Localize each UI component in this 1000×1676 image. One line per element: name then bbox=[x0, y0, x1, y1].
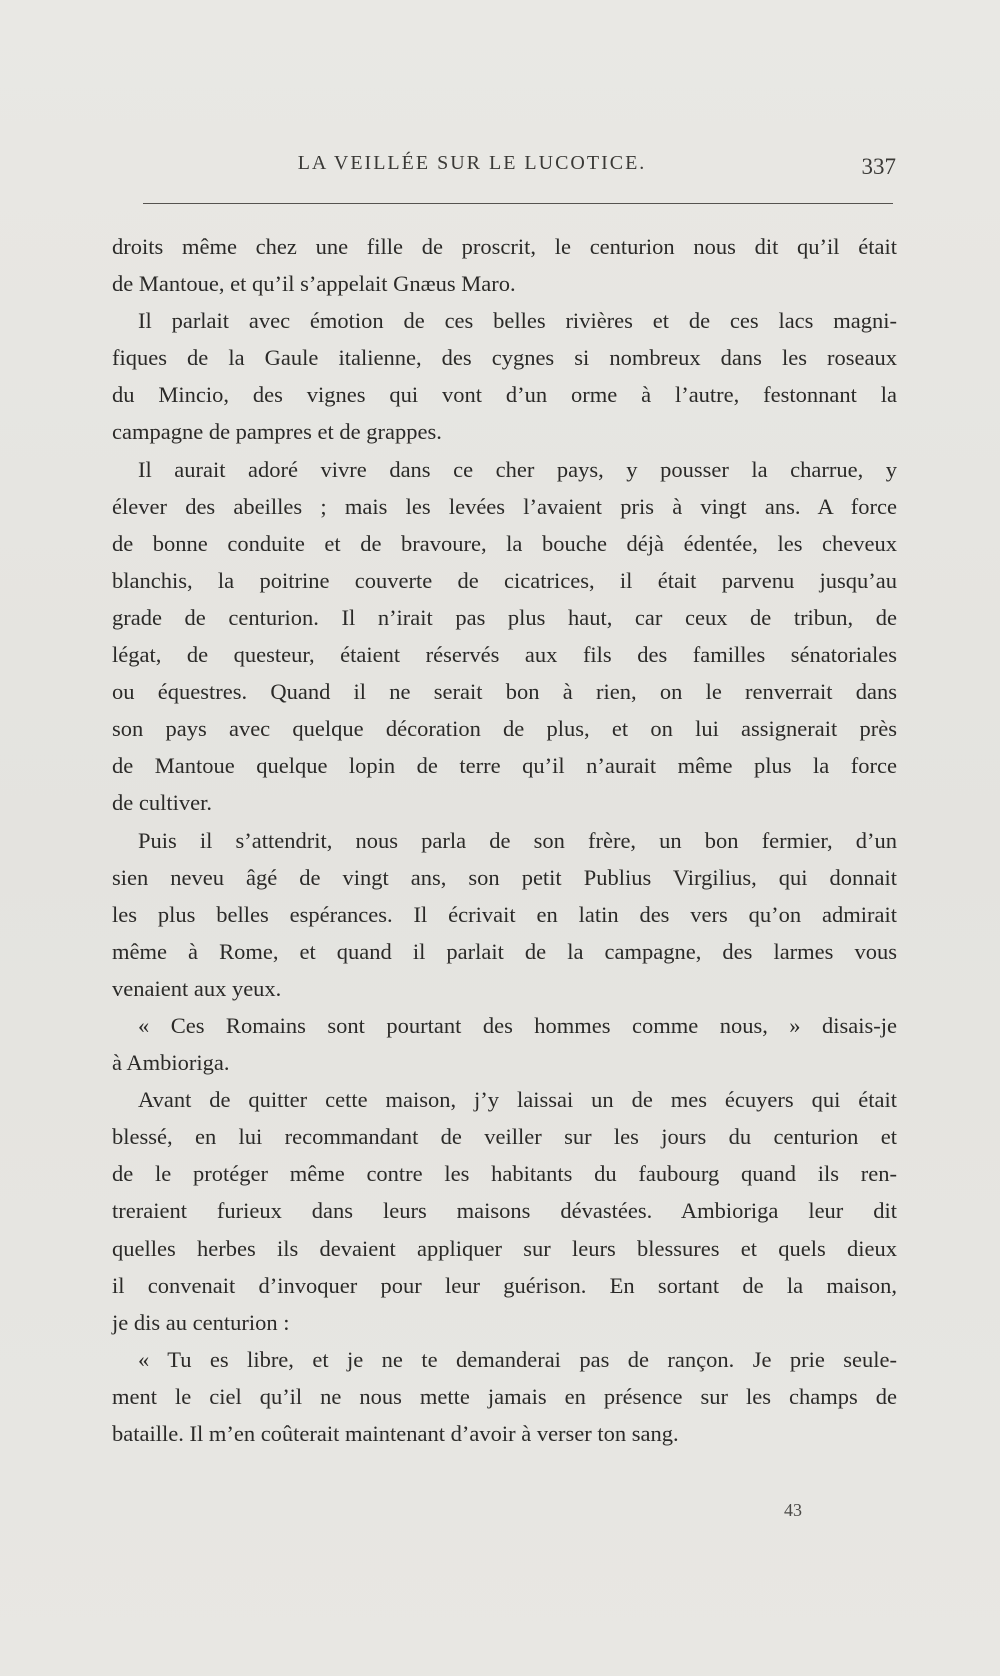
text-line: campagne de pampres et de grappes. bbox=[112, 419, 442, 445]
text-line: ou équestres. Quand il ne serait bon à rien, on le renverrait dans bbox=[112, 679, 897, 705]
text-line: à Ambioriga. bbox=[112, 1050, 230, 1076]
text-line: son pays avec quelque décoration de plus, et on lui assignerait près bbox=[112, 716, 897, 742]
text-line: grade de centurion. Il n’irait pas plus haut, car ceux de tribun, de bbox=[112, 604, 897, 630]
text-line: fiques de la Gaule italienne, des cygnes si nombreux dans les roseaux bbox=[112, 345, 897, 371]
text-line: Il parlait avec émotion de ces belles rivières et de ces lacs magni- bbox=[138, 308, 897, 334]
text-line: blanchis, la poitrine couverte de cicatrices, il était parvenu jusqu’au bbox=[112, 567, 897, 593]
text-line: quelles herbes ils devaient appliquer sur leurs blessures et quels dieux bbox=[112, 1235, 897, 1261]
text-line: de Mantoue, et qu’il s’appelait Gnæus Maro. bbox=[112, 271, 516, 297]
signature-mark: 43 bbox=[784, 1500, 802, 1520]
text-line: de bonne conduite et de bravoure, la bouche déjà édentée, les cheveux bbox=[112, 530, 897, 556]
text-line: sien neveu âgé de vingt ans, son petit Publius Virgilius, qui donnait bbox=[112, 864, 897, 890]
text-line: droits même chez une fille de proscrit, le centurion nous dit qu’il était bbox=[112, 234, 897, 259]
text-line: de Mantoue quelque lopin de terre qu’il n’aurait même plus la force bbox=[112, 753, 897, 779]
page-number: 337 bbox=[861, 154, 896, 179]
text-line: « Tu es libre, et je ne te demanderai pas de rançon. Je prie seule- bbox=[138, 1346, 897, 1372]
text-line: bataille. Il m’en coûterait maintenant d’avoir à verser ton sang. bbox=[112, 1421, 679, 1446]
text-line: venaient aux yeux. bbox=[112, 975, 282, 1001]
text-line: Il aurait adoré vivre dans ce cher pays, y pousser la charrue, y bbox=[138, 456, 897, 482]
text-line: les plus belles espérances. Il écrivait en latin des vers qu’on admirait bbox=[112, 901, 897, 927]
text-line: même à Rome, et quand il parlait de la campagne, des larmes vous bbox=[112, 938, 897, 964]
text-line: élever des abeilles ; mais les levées l’avaient pris à vingt ans. A force bbox=[112, 493, 897, 519]
text-line: Avant de quitter cette maison, j’y laissai un de mes écuyers qui était bbox=[138, 1087, 897, 1113]
body-text bbox=[112, 228, 897, 1452]
text-line: treraient furieux dans leurs maisons dévastées. Ambioriga leur dit bbox=[112, 1198, 897, 1224]
text-line: ment le ciel qu’il ne nous mette jamais en présence sur les champs de bbox=[112, 1383, 897, 1409]
text-line: de le protéger même contre les habitants du faubourg quand ils ren- bbox=[112, 1161, 897, 1187]
header-rule bbox=[143, 203, 893, 204]
text-line: Puis il s’attendrit, nous parla de son frère, un bon fermier, d’un bbox=[138, 827, 897, 853]
text-line: « Ces Romains sont pourtant des hommes comme nous, » disais-je bbox=[138, 1012, 897, 1038]
text-line: blessé, en lui recommandant de veiller sur les jours du centurion et bbox=[112, 1124, 897, 1150]
text-line: légat, de questeur, étaient réservés aux fils des familles sénatoriales bbox=[112, 642, 897, 668]
text-line: il convenait d’invoquer pour leur guérison. En sortant de la maison, bbox=[112, 1272, 897, 1298]
text-line: je dis au centurion : bbox=[112, 1309, 290, 1335]
text-line: du Mincio, des vignes qui vont d’un orme à l’autre, festonnant la bbox=[112, 382, 897, 408]
running-title: LA VEILLÉE SUR LE LUCOTICE. bbox=[297, 152, 647, 174]
text-line: de cultiver. bbox=[112, 790, 212, 816]
running-head bbox=[112, 152, 896, 192]
